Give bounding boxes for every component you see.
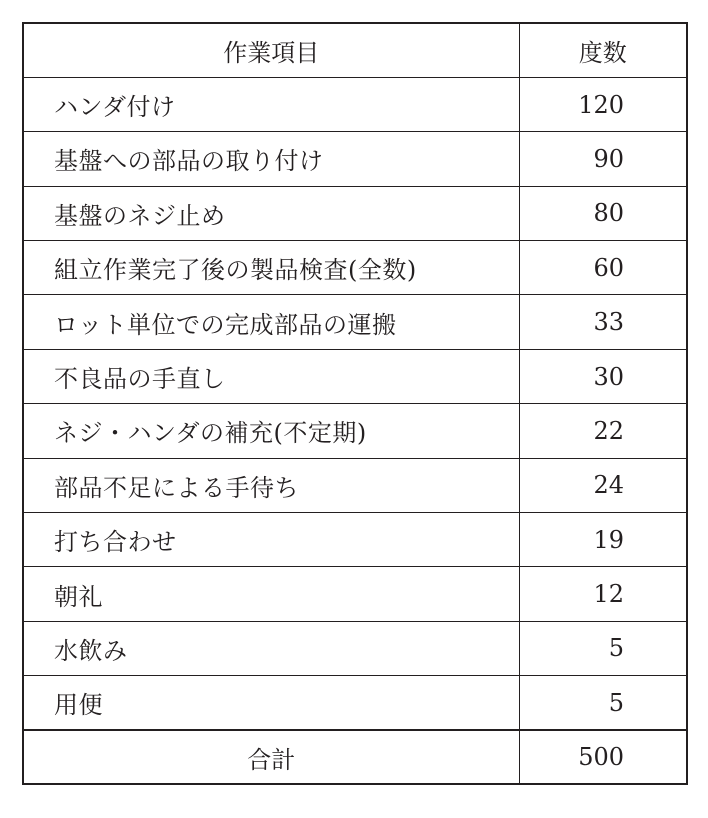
table-row (23, 295, 687, 349)
table-row (23, 567, 687, 621)
table-row (23, 349, 687, 403)
table-row (23, 676, 687, 730)
header-count: 度数 (519, 23, 687, 77)
row-count: 5 (519, 676, 687, 730)
row-count: 12 (519, 567, 687, 621)
work-frequency-table (22, 22, 688, 785)
row-item: ハンダ付け (23, 77, 519, 131)
row-item: 部品不足による手待ち (23, 458, 519, 512)
total-label: 合計 (23, 730, 519, 784)
table-row (23, 513, 687, 567)
row-item: 水飲み (23, 621, 519, 675)
row-count: 120 (519, 77, 687, 131)
row-item: ロット単位での完成部品の運搬 (23, 295, 519, 349)
row-item: 不良品の手直し (23, 349, 519, 403)
row-count: 33 (519, 295, 687, 349)
row-count: 30 (519, 349, 687, 403)
header-item: 作業項目 (23, 23, 519, 77)
row-item: 基盤への部品の取り付け (23, 132, 519, 186)
row-count: 90 (519, 132, 687, 186)
row-count: 24 (519, 458, 687, 512)
table-row (23, 621, 687, 675)
row-count: 5 (519, 621, 687, 675)
row-item: 組立作業完了後の製品検査(全数) (23, 241, 519, 295)
row-count: 80 (519, 186, 687, 240)
row-item: 朝礼 (23, 567, 519, 621)
row-count: 22 (519, 404, 687, 458)
row-item: ネジ・ハンダの補充(不定期) (23, 404, 519, 458)
table-row (23, 404, 687, 458)
row-count: 19 (519, 513, 687, 567)
row-item: 打ち合わせ (23, 513, 519, 567)
row-item: 基盤のネジ止め (23, 186, 519, 240)
table-row (23, 77, 687, 131)
table-row (23, 458, 687, 512)
row-count: 60 (519, 241, 687, 295)
total-count: 500 (519, 730, 687, 784)
header-row (23, 23, 687, 77)
table-row (23, 186, 687, 240)
total-row (23, 730, 687, 784)
table-row (23, 241, 687, 295)
document-page (22, 22, 686, 785)
table-row (23, 132, 687, 186)
row-item: 用便 (23, 676, 519, 730)
